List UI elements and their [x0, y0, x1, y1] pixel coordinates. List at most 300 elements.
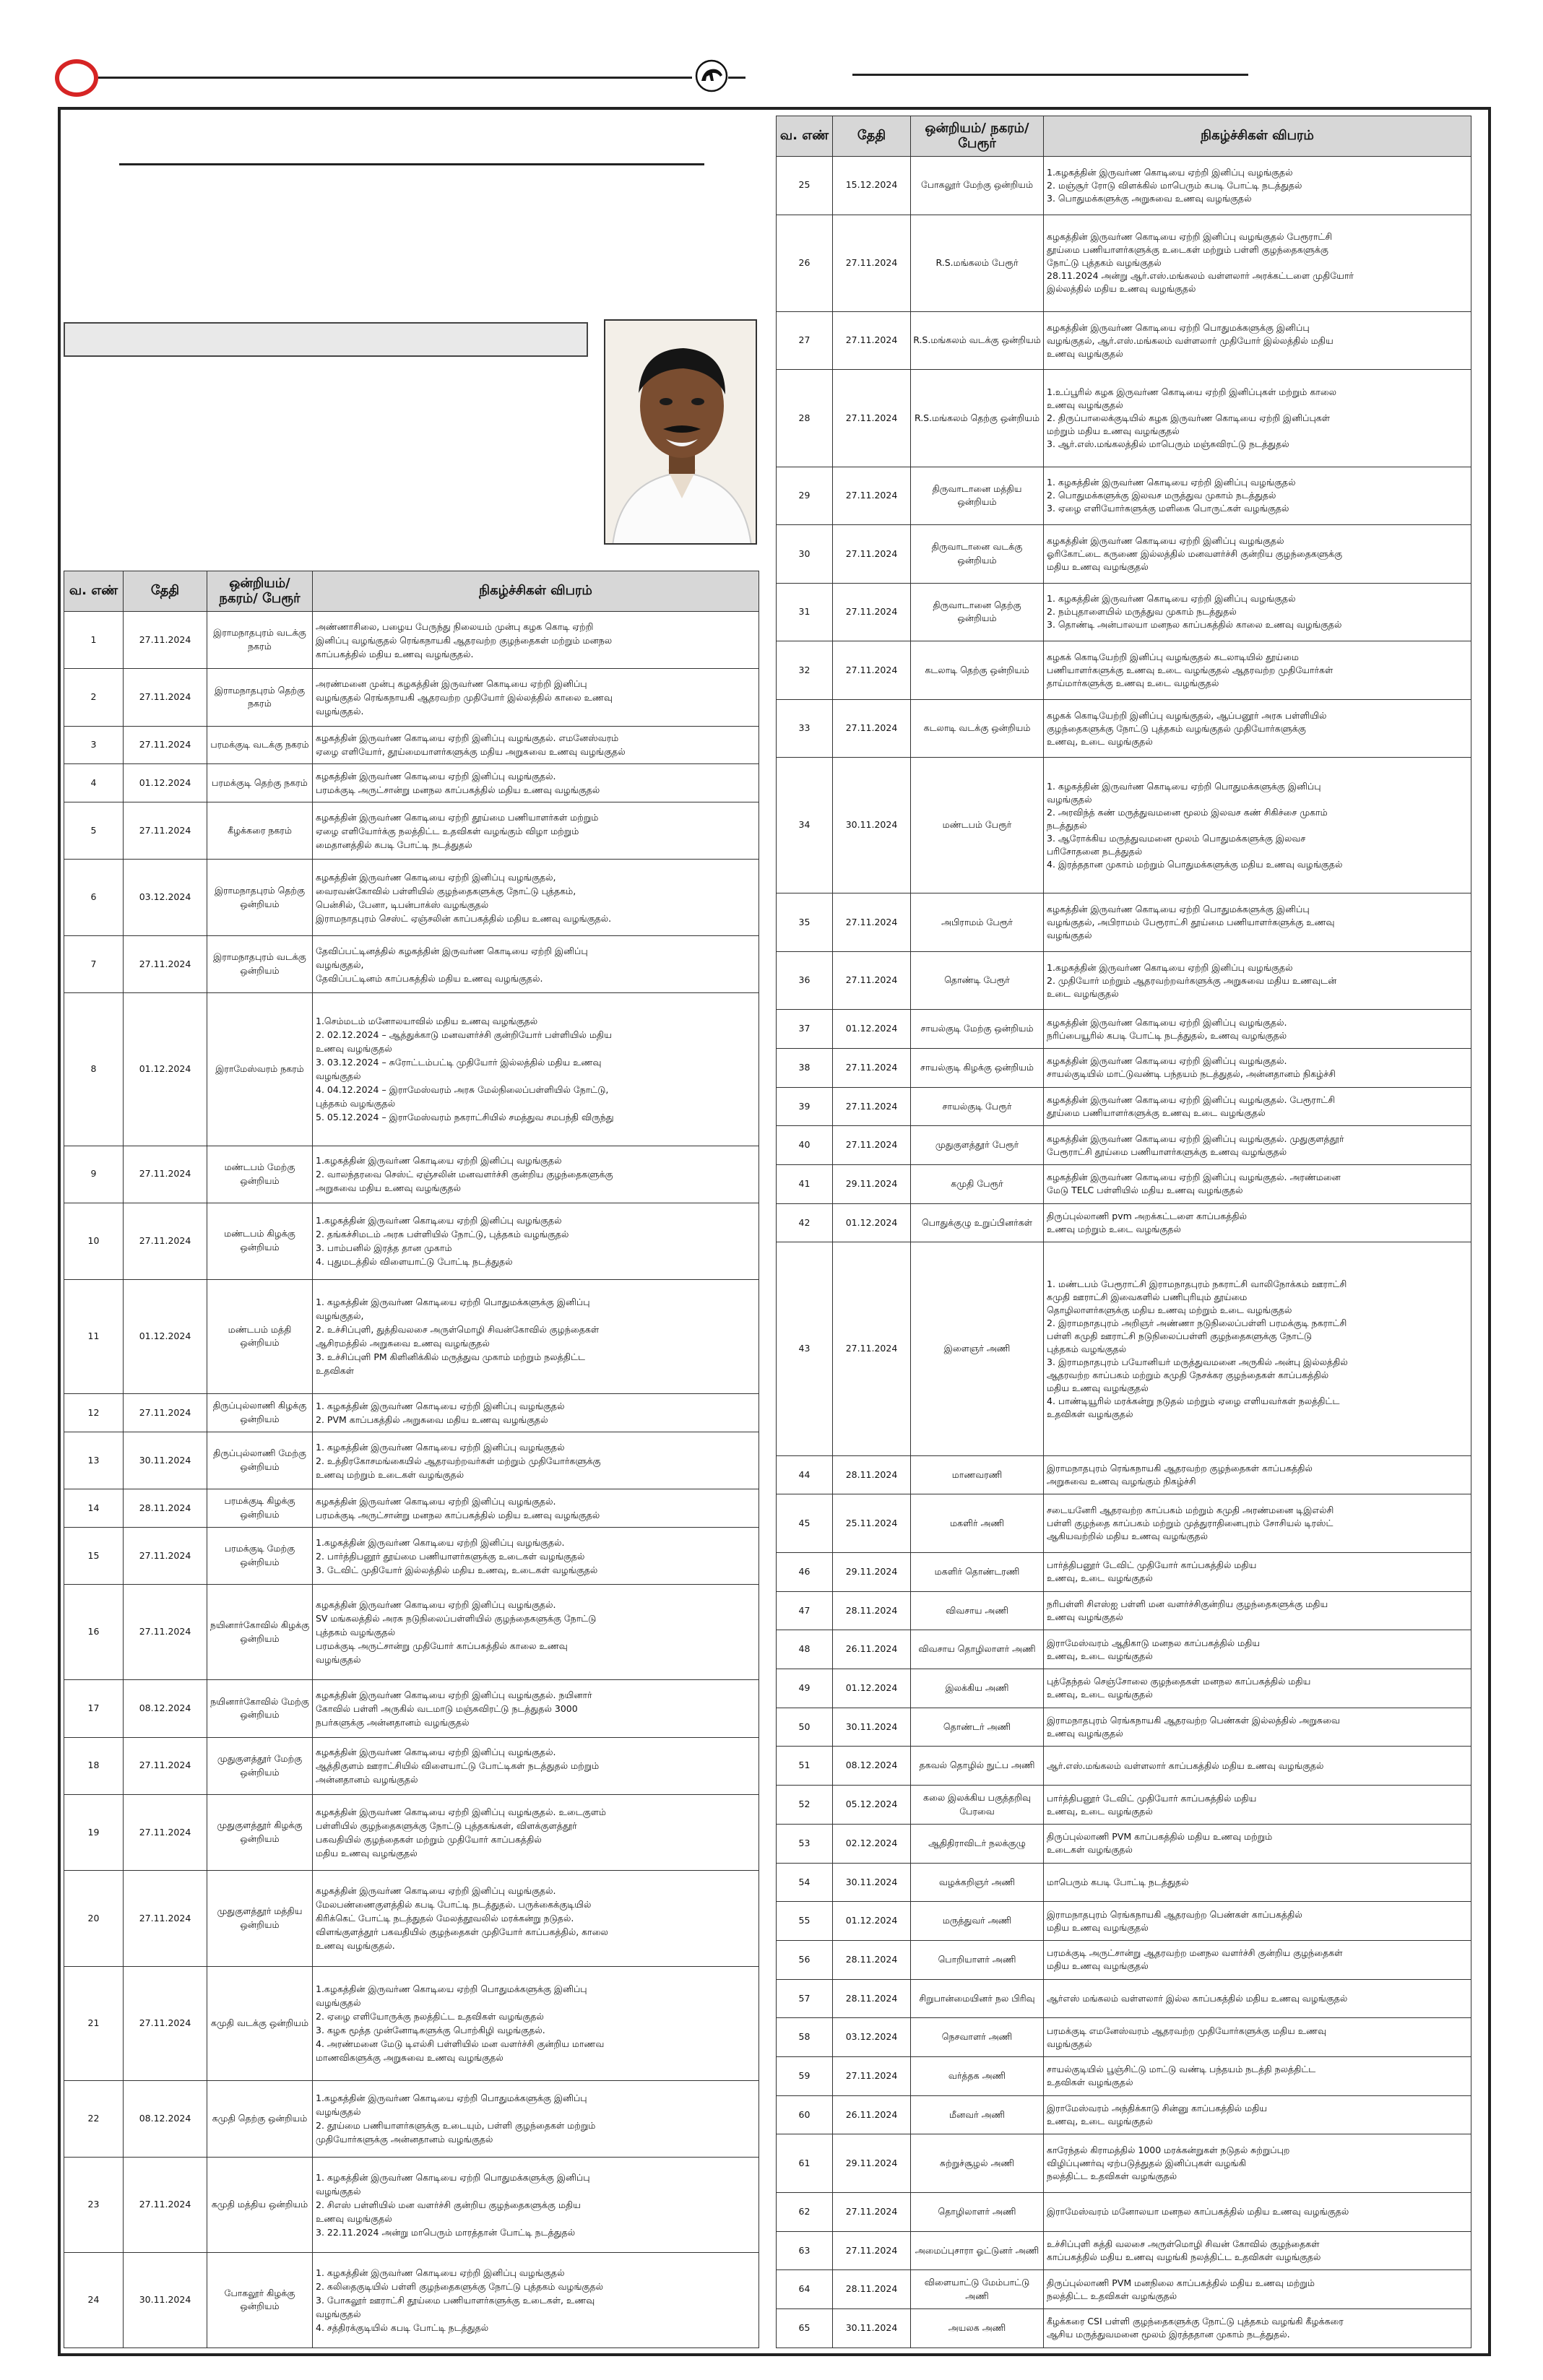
event-line: நபர்களுக்கு அன்னதானம் வழங்குதல்	[316, 1716, 470, 1728]
row-date: 27.11.2024	[833, 951, 911, 1010]
event-line: வழங்குதல்	[316, 1997, 361, 2009]
header-union: ஒன்றியம்/ நகரம்/ பேரூர்	[207, 571, 313, 612]
row-serial: 26	[777, 215, 833, 311]
row-date: 27.11.2024	[833, 699, 911, 758]
row-serial: 51	[777, 1747, 833, 1786]
row-serial: 24	[64, 2252, 124, 2347]
table-row	[64, 2081, 759, 2158]
table-row	[777, 2134, 1471, 2193]
event-line: உணவு, உடை வழங்குதல்	[1047, 2116, 1153, 2126]
event-line: 3. 03.12.2024 – சுரோட்டம்பட்டி முதியோர் இல்லத்தில் மதிய உணவு	[316, 1057, 602, 1068]
row-serial: 15	[64, 1527, 124, 1584]
event-line: 1.கழகத்தின் இருவர்ண கொடியை ஏற்றி பொதுமக்களுக்கு இனிப்பு	[316, 2093, 587, 2104]
row-date: 27.11.2024	[833, 1126, 911, 1165]
row-events	[313, 1794, 759, 1871]
table-row	[777, 1979, 1471, 2018]
event-line: 2. இராமநாதபுரம் அறிஞர் அண்ணா நடுநிலைப்பள்ளி பரமக்குடி நகராட்சி	[1047, 1317, 1347, 1328]
row-serial: 42	[777, 1203, 833, 1242]
event-line: 3. தொண்டி அன்பாலயா மனநல காப்பகத்தில் காலை உணவு வழங்குதல்	[1047, 619, 1342, 631]
event-line: மைதானத்தில் கபடி போட்டி நடத்துதல்	[316, 839, 472, 850]
table-row	[777, 2270, 1471, 2309]
event-line: கழகத்தின் இருவர்ண கொடியை ஏற்றி இனிப்பு வழங்குதல்.	[316, 771, 556, 782]
table-row	[777, 2018, 1471, 2057]
row-serial: 48	[777, 1630, 833, 1669]
table-row	[777, 2231, 1471, 2270]
event-line: 1.உப்பூரில் கழக இருவர்ண கொடியை ஏற்றி இனிப்புகள் மற்றும் காலை	[1047, 386, 1337, 397]
row-serial: 20	[64, 1871, 124, 1966]
row-date: 30.11.2024	[124, 2252, 207, 2347]
event-line: 2. அரவிந்த் கண் மருத்துவமனை மூலம் இலவச கண் சிகிச்சை முகாம்	[1047, 806, 1328, 818]
row-date: 27.11.2024	[833, 525, 911, 584]
event-line: தூய்மை பணியாளர்களுக்கு உடைகள் மற்றும் பள்ளி குழந்தைகளுக்கு	[1047, 244, 1328, 256]
row-serial: 55	[777, 1902, 833, 1941]
row-serial: 13	[64, 1432, 124, 1489]
event-line: ஆசிரமத்தில் அறுசுவை உணவு வழங்குதல்	[316, 1338, 490, 1349]
row-union: கீழக்கரை நகரம்	[207, 802, 313, 860]
row-union: மண்டபம் பேரூர்	[911, 758, 1044, 893]
row-events	[313, 860, 759, 936]
row-events	[313, 2081, 759, 2158]
row-date: 01.12.2024	[124, 993, 207, 1146]
event-line: உடை வழங்குதல்	[1047, 987, 1119, 999]
row-serial: 53	[777, 1824, 833, 1863]
event-line: 2. கலிதைகுடியில் பள்ளி குழந்தைகளுக்கு நோட்டு புத்தகம் வழங்குதல்	[316, 2280, 603, 2292]
event-line: வழங்குதல்	[1047, 2038, 1092, 2049]
table-row	[777, 2308, 1471, 2347]
event-line: 2. பொதுமக்களுக்கு இலவச மருத்துவ முகாம் நடத்துதல்	[1047, 490, 1276, 501]
row-date: 02.12.2024	[833, 1824, 911, 1863]
event-line: உச்சிப்புளி சுத்தி வலசை அருள்மொழி சிவன் கோவில் குழந்தைகள்	[1047, 2238, 1320, 2249]
table-row	[777, 215, 1471, 311]
table-row	[64, 1394, 759, 1432]
row-union: போகலூர் கிழக்கு ஒன்றியம்	[207, 2252, 313, 2347]
event-line: உணவு வழங்குதல்	[1047, 399, 1123, 410]
row-serial: 29	[777, 467, 833, 525]
row-date: 27.11.2024	[833, 311, 911, 370]
event-line: காப்பகத்தில் மதிய உணவு வழங்கி நலத்திட்ட உதவிகள் வழங்குதல்	[1047, 2251, 1321, 2262]
header-serial: வ. எண்	[777, 116, 833, 157]
row-events	[313, 1203, 759, 1279]
row-date: 27.11.2024	[124, 612, 207, 669]
row-date: 08.12.2024	[833, 1747, 911, 1786]
row-events	[1044, 467, 1471, 525]
party-emblem-icon	[695, 59, 728, 92]
row-union: அபிராமம் பேரூர்	[911, 893, 1044, 952]
event-line: வழங்குதல்	[316, 2308, 361, 2319]
row-union: இளைஞர் அணி	[911, 1242, 1044, 1455]
event-line: இராமேஸ்வரம் மனோலயா மனநல காப்பகத்தில் மதிய உணவு வழங்குதல்	[1047, 2206, 1349, 2217]
row-union: நயினார்கோவில் கிழக்கு ஒன்றியம்	[207, 1585, 313, 1680]
table-row	[777, 525, 1471, 584]
header-rule-right	[852, 74, 1248, 76]
event-line: சாயல்குடியில் பூஞ்சிட்டு மாட்டு வண்டி பந்தயம் நடத்தி நலத்திட்ட	[1047, 2064, 1316, 2075]
row-serial: 22	[64, 2081, 124, 2158]
event-line: கழகத்தின் இருவர்ண கொடியை ஏற்றி இனிப்பு வழங்குதல்	[1047, 535, 1284, 546]
row-date: 27.11.2024	[124, 1794, 207, 1871]
row-events	[313, 802, 759, 860]
event-line: மாணவிகளுக்கு அறுசுவை உணவு வழங்குதல்	[316, 2052, 503, 2064]
event-line: வழங்குதல்,	[316, 1310, 364, 1322]
event-line: 1.கழகத்தின் இருவர்ண கொடியை ஏற்றி இனிப்பு வழங்குதல்	[1047, 961, 1293, 973]
event-line: காப்பகத்தில் மதிய உணவு வழங்குதல்.	[316, 648, 474, 659]
row-date: 28.11.2024	[833, 1979, 911, 2018]
row-union: தொழிலாளர் அணி	[911, 2192, 1044, 2231]
event-line: உணவு மற்றும் உடை வழங்குதல்	[1047, 1224, 1181, 1235]
row-serial: 7	[64, 936, 124, 993]
event-line: அறுசுவை உணவு வழங்கும் நிகழ்ச்சி	[1047, 1476, 1196, 1487]
event-line: நரிபள்ளி சிஎஸ்ஐ பள்ளி மன வளர்ச்சிகுன்றிய குழந்தைகளுக்கு மதிய	[1047, 1598, 1328, 1610]
event-line: கழகத்தின் இருவர்ண கொடியை ஏற்றி இனிப்பு வழங்குதல்,	[316, 871, 556, 883]
event-line: கழகத்தின் இருவர்ண கொடியை ஏற்றி இனிப்பு வழங்குதல்.	[316, 1885, 556, 1897]
table-row	[777, 311, 1471, 370]
event-line: உணவு, உடை வழங்குதல்	[1047, 1805, 1153, 1817]
row-serial: 49	[777, 1669, 833, 1708]
table-row	[777, 1824, 1471, 1863]
event-line: 4. புதுமடத்தில் விளையாட்டு போட்டி நடத்துதல்	[316, 1256, 513, 1268]
event-line: 3. போகலூர் ஊராட்சி தூய்மை பணியாளர்களுக்கு உடைகள், உணவு	[316, 2294, 595, 2306]
row-events	[1044, 1010, 1471, 1049]
row-serial: 17	[64, 1680, 124, 1737]
row-serial: 16	[64, 1585, 124, 1680]
row-serial: 19	[64, 1794, 124, 1871]
event-line: தேவிப்பட்டினம் காப்பகத்தில் மதிய உணவு வழங்குதல்.	[316, 972, 543, 984]
row-serial: 57	[777, 1979, 833, 2018]
event-line: மதிய உணவு வழங்குதல்	[316, 1848, 418, 1859]
event-line: வழங்குதல்	[316, 2185, 361, 2197]
event-line: தொழிலாளர்களுக்கு மதிய உணவு மற்றும் உடை வழங்குதல்	[1047, 1304, 1292, 1315]
event-line: இராமநாதபுரம் ரெங்கநாயகி ஆதரவற்ற பெண்கள் இல்லத்தில் அறுசுவை	[1047, 1715, 1340, 1726]
row-date: 08.12.2024	[124, 1680, 207, 1737]
event-line: உணவு வழங்குதல்	[1047, 1728, 1123, 1739]
event-line: 3. ஆரோக்கிய மருத்துவமனை மூலம் பொதுமக்களுக்கு இலவச	[1047, 832, 1306, 844]
event-line: ஆகியவற்றில் மதிய உணவு வழங்குதல்	[1047, 1531, 1209, 1542]
event-line: 3. இராமநாதபுரம் பயோனியர் மருத்துவமனை அருகில் அன்பு இல்லத்தில்	[1047, 1356, 1348, 1367]
event-line: 4. 04.12.2024 – இராமேஸ்வரம் அரசு மேல்நிலைப்பள்ளியில் நோட்டு,	[316, 1084, 609, 1096]
event-line: 4. அரண்மனை மேடு டிஎல்சி பள்ளியில் மன வளர்ச்சி குன்றிய மாணவ	[316, 2038, 605, 2050]
event-line: 2. PVM காப்பகத்தில் அறுசுவை மதிய உணவு வழங்குதல்	[316, 1414, 548, 1425]
row-serial: 36	[777, 951, 833, 1010]
header-union: ஒன்றியம்/ நகரம்/ பேரூர்	[911, 116, 1044, 157]
table-row	[64, 669, 759, 726]
event-line: உணவு, உடை வழங்குதல்	[1047, 1689, 1153, 1700]
row-union: தொண்டர் அணி	[911, 1708, 1044, 1747]
table-row	[777, 1940, 1471, 1979]
row-date: 28.11.2024	[124, 1489, 207, 1528]
row-union: இராமநாதபுரம் வடக்கு ஒன்றியம்	[207, 936, 313, 993]
event-line: 2. உச்சிப்புளி, துத்திவலசை அருள்மொழி சிவன்கோவில் குழந்தைகள்	[316, 1324, 600, 1336]
row-events	[313, 993, 759, 1146]
row-events	[1044, 1049, 1471, 1088]
table-row	[64, 1489, 759, 1528]
header-date: தேதி	[124, 571, 207, 612]
row-union: கமுதி வடக்கு ஒன்றியம்	[207, 1966, 313, 2081]
table-header-row	[777, 116, 1471, 157]
portrait-photo	[604, 319, 757, 545]
row-union: மகளிர் அணி	[911, 1494, 1044, 1553]
row-union: இராமநாதபுரம் தெற்கு ஒன்றியம்	[207, 860, 313, 936]
row-date: 27.11.2024	[124, 1203, 207, 1279]
row-union: முதுகுளத்தூர் பேரூர்	[911, 1126, 1044, 1165]
table-row	[777, 758, 1471, 893]
event-line: 2. பார்த்திபனூர் தூய்மை பணியாளர்களுக்கு உடைகள் வழங்குதல்	[316, 1550, 585, 1562]
row-serial: 4	[64, 764, 124, 802]
event-line: 2. தூய்மை பணியாளர்களுக்கு உடையும், பள்ளி குழந்தைகள் மற்றும்	[316, 2120, 596, 2132]
row-date: 03.12.2024	[833, 2018, 911, 2057]
row-union: மண்டபம் மத்தி ஒன்றியம்	[207, 1279, 313, 1394]
row-serial: 34	[777, 758, 833, 893]
row-events	[1044, 1630, 1471, 1669]
table-row	[64, 764, 759, 802]
row-serial: 62	[777, 2192, 833, 2231]
row-serial: 41	[777, 1165, 833, 1204]
events-table-left-body	[64, 612, 759, 2348]
row-serial: 52	[777, 1786, 833, 1825]
event-line: நடத்துதல்	[1047, 819, 1087, 831]
table-row	[777, 1049, 1471, 1088]
row-date: 27.11.2024	[124, 802, 207, 860]
row-union: முதுகுளத்தூர் மத்திய ஒன்றியம்	[207, 1871, 313, 1966]
event-line: 2. முதியோர் மற்றும் ஆதரவற்றவர்களுக்கு அறுசுவை மதிய உணவுடன்	[1047, 974, 1337, 986]
row-union: திருப்புல்லாணி கிழக்கு ஒன்றியம்	[207, 1394, 313, 1432]
table-row	[64, 1794, 759, 1871]
event-line: வழங்குதல்	[1047, 793, 1092, 805]
row-events	[1044, 1902, 1471, 1941]
row-events	[1044, 2231, 1471, 2270]
row-serial: 8	[64, 993, 124, 1146]
row-events	[1044, 2270, 1471, 2309]
event-line: 3. பாம்பனில் இரத்த தான முகாம்	[316, 1242, 452, 1254]
row-union: தகவல் தொழில் நுட்ப அணி	[911, 1747, 1044, 1786]
row-date: 30.11.2024	[833, 758, 911, 893]
event-line: மேலபண்ணைகுளத்தில் கபடி போட்டி நடத்துதல். பருக்கைக்குடியில்	[316, 1899, 592, 1911]
event-line: கழகத்தின் இருவர்ண கொடியை ஏற்றி இனிப்பு வழங்குதல். அரண்மனை	[1047, 1172, 1341, 1183]
table-row	[777, 370, 1471, 467]
table-row	[777, 1902, 1471, 1941]
table-row	[64, 1680, 759, 1737]
event-line: ஆர்.எஸ்.மங்கலம் வள்ளலார் காப்பகத்தில் மதிய உணவு வழங்குதல்	[1047, 1760, 1324, 1771]
portrait-illustration	[605, 321, 757, 545]
event-line: 1. கழகத்தின் இருவர்ண கொடியை ஏற்றி இனிப்பு வழங்குதல்	[316, 2267, 565, 2278]
event-line: உதவிகள் வழங்குதல்	[1047, 2077, 1133, 2088]
event-line: கழகத்தின் இருவர்ண கொடியை ஏற்றி இனிப்பு வழங்குதல். முதுகுளத்தூர்	[1047, 1133, 1344, 1144]
row-date: 01.12.2024	[833, 1669, 911, 1708]
row-events	[1044, 1494, 1471, 1553]
event-line: கழகத்தின் இருவர்ண கொடியை ஏற்றி இனிப்பு வழங்குதல்.	[316, 1599, 556, 1611]
event-line: 2. வாலந்தரவை செஸ்ட் ஏஞ்சலின் மனவளர்ச்சி குன்றிய குழந்தைகளுக்கு	[316, 1169, 613, 1180]
row-serial: 2	[64, 669, 124, 726]
table-row	[64, 1146, 759, 1203]
header-circle-ornament	[55, 59, 98, 97]
event-line: இல்லத்தில் மதிய உணவு வழங்குதல்	[1047, 283, 1196, 295]
row-date: 30.11.2024	[124, 1432, 207, 1489]
header-events: நிகழ்ச்சிகள் விபரம்	[1044, 116, 1471, 157]
row-date: 27.11.2024	[124, 1394, 207, 1432]
row-union: விளையாட்டு மேம்பாட்டு அணி	[911, 2270, 1044, 2309]
event-line: 3. 22.11.2024 அன்று மாபெரும் மாரத்தான் போட்டி நடத்துதல்	[316, 2226, 576, 2238]
event-line: 3. உச்சிப்புளி PM கிளினிக்கில் மருத்துவ முகாம் மற்றும் நலத்திட்ட	[316, 1351, 585, 1363]
table-row	[64, 1737, 759, 1794]
event-line: இராமேஸ்வரம் ஆதிகாடு மனநல காப்பகத்தில் மதிய	[1047, 1637, 1261, 1648]
table-row	[777, 583, 1471, 641]
event-line: பரமக்குடி அருட்சான்று மனநல காப்பகத்தில் மதிய உணவு வழங்குதல்	[316, 784, 600, 796]
row-date: 30.11.2024	[833, 1863, 911, 1902]
event-line: 1. மண்டபம் பேரூராட்சி இராமநாதபுரம் நகராட்சி வாலிநோக்கம் ஊராட்சி	[1047, 1278, 1347, 1289]
event-line: புத்தகம் வழங்குதல்	[1047, 1343, 1127, 1354]
event-line: 4. பாண்டியூரில் மரக்கன்று நடுதல் மற்றும் ஏழை எளியவர்கள் நலத்திட்ட	[1047, 1395, 1340, 1406]
row-date: 27.11.2024	[124, 1966, 207, 2081]
row-serial: 54	[777, 1863, 833, 1902]
event-line: கிரிக்கெட் போட்டி நடத்துதல் மேலத்தூவலில் மரக்கன்று நடுதல்.	[316, 1913, 574, 1924]
row-union: கடலாடி வடக்கு ஒன்றியம்	[911, 699, 1044, 758]
row-events	[1044, 2018, 1471, 2057]
event-line: விளங்குளத்தூர் பகவதியில் குழந்தைகள் முதியோர் காப்பகத்தில், காலை	[316, 1926, 608, 1938]
events-table-right-body	[777, 157, 1471, 2348]
table-row	[777, 1010, 1471, 1049]
event-line: பரமக்குடி எமனேஸ்வரம் ஆதரவற்ற முதியோர்களுக்கு மதிய உணவு	[1047, 2025, 1326, 2036]
table-row	[777, 1708, 1471, 1747]
event-line: 4. சத்திரக்குடியில் கபடி போட்டி நடத்துதல்	[316, 2321, 489, 2333]
row-union: ஆதிதிராவிடர் நலக்குழு	[911, 1824, 1044, 1863]
row-union: நயினார்கோவில் மேற்கு ஒன்றியம்	[207, 1680, 313, 1737]
event-line: நரிப்பையூரில் கபடி போட்டி நடத்துதல், உணவு வழங்குதல்	[1047, 1029, 1287, 1041]
events-table-left	[64, 571, 759, 2348]
row-serial: 23	[64, 2157, 124, 2252]
event-line: வழங்குதல் ரெங்கநாயகி ஆதரவற்ற முதியோர் இல்லத்தில் காலை உணவு	[316, 691, 613, 703]
event-line: 1.கழகத்தின் இருவர்ண கொடியை ஏற்றி பொதுமக்களுக்கு இனிப்பு	[316, 1983, 587, 1995]
row-date: 27.11.2024	[124, 1527, 207, 1584]
row-events	[1044, 1669, 1471, 1708]
row-events	[1044, 1708, 1471, 1747]
caption-box	[64, 322, 588, 357]
row-date: 27.11.2024	[833, 370, 911, 467]
row-date: 01.12.2024	[124, 764, 207, 802]
event-line: கழகத்தின் இருவர்ண கொடியை ஏற்றி இனிப்பு வழங்குதல்.	[1047, 1016, 1287, 1028]
row-events	[313, 669, 759, 726]
row-events	[1044, 583, 1471, 641]
row-serial: 63	[777, 2231, 833, 2270]
row-date: 01.12.2024	[833, 1902, 911, 1941]
table-row	[777, 1630, 1471, 1669]
event-line: வழங்குதல், ஆர்.எஸ்.மங்கலம் வள்ளலார் முதியோர் இல்லத்தில் மதிய	[1047, 334, 1334, 346]
row-date: 27.11.2024	[833, 1049, 911, 1088]
table-row	[777, 1591, 1471, 1630]
row-date: 29.11.2024	[833, 1553, 911, 1592]
row-events	[313, 1680, 759, 1737]
row-union: மாணவரணி	[911, 1455, 1044, 1494]
event-line: உணவு வழங்குதல்	[1047, 347, 1123, 359]
row-serial: 30	[777, 525, 833, 584]
event-line: இராமேஸ்வரம் அந்திக்காடு சின்னு காப்பகத்தில் மதிய	[1047, 2103, 1268, 2113]
event-line: கமுதி ஊராட்சி இவைகளில் பணிபுரியும் தூய்மை	[1047, 1291, 1248, 1302]
row-date: 25.11.2024	[833, 1494, 911, 1553]
event-line: கழகத்தின் இருவர்ண கொடியை ஏற்றி இனிப்பு வழங்குதல். நயினார்	[316, 1689, 592, 1700]
row-date: 15.12.2024	[833, 157, 911, 215]
row-events	[1044, 1979, 1471, 2018]
event-line: கழகத்தின் இருவர்ண கொடியை ஏற்றி இனிப்பு வழங்குதல்.	[1047, 1055, 1287, 1067]
event-line: பகவதியில் குழந்தைகள் மற்றும் முதியோர் காப்பகத்தில்	[316, 1834, 542, 1845]
row-date: 28.11.2024	[833, 1940, 911, 1979]
event-line: பென்சில், பேனா, டிபன்பாக்ஸ் வழங்குதல்	[316, 899, 489, 910]
row-union: R.S.மங்கலம் பேரூர்	[911, 215, 1044, 311]
header-date: தேதி	[833, 116, 911, 157]
row-events	[313, 936, 759, 993]
event-line: பேரூராட்சி தூய்மை பணியாளர்களுக்கு உணவு வழங்குதல்	[1047, 1146, 1287, 1157]
table-row	[64, 993, 759, 1146]
row-date: 05.12.2024	[833, 1786, 911, 1825]
row-serial: 11	[64, 1279, 124, 1394]
event-line: 1.கழகத்தின் இருவர்ண கொடியை ஏற்றி இனிப்பு வழங்குதல்.	[316, 1536, 565, 1548]
row-serial: 33	[777, 699, 833, 758]
row-events	[1044, 951, 1471, 1010]
row-union: மருத்துவர் அணி	[911, 1902, 1044, 1941]
row-date: 08.12.2024	[124, 2081, 207, 2158]
row-events	[1044, 758, 1471, 893]
row-date: 27.11.2024	[124, 2157, 207, 2252]
row-events	[1044, 2192, 1471, 2231]
row-events	[1044, 1940, 1471, 1979]
event-line: கழகத்தின் இருவர்ண கொடியை ஏற்றி பொதுமக்களுக்கு இனிப்பு	[1047, 321, 1310, 333]
row-events	[313, 1871, 759, 1966]
row-events	[313, 1527, 759, 1584]
event-line: நலத்திட்ட உதவிகள் வழங்குதல்	[1047, 2290, 1177, 2301]
row-date: 27.11.2024	[833, 467, 911, 525]
row-union: மண்டபம் கிழக்கு ஒன்றியம்	[207, 1203, 313, 1279]
event-line: 1. கழகத்தின் இருவர்ண கொடியை ஏற்றி இனிப்பு வழங்குதல்	[1047, 477, 1296, 488]
event-line: கழகத்தின் இருவர்ண கொடியை ஏற்றி இனிப்பு வழங்குதல். உடைகுளம்	[316, 1806, 606, 1818]
event-line: 28.11.2024 அன்று ஆர்.எஸ்.மங்கலம் வள்ளலார் அரக்கட்டளை முதியோர்	[1047, 270, 1354, 282]
row-date: 27.11.2024	[833, 2056, 911, 2095]
row-serial: 35	[777, 893, 833, 952]
table-row	[64, 726, 759, 764]
event-line: மதிய உணவு வழங்குதல்	[1047, 561, 1149, 572]
event-line: மற்றும் மதிய உணவு வழங்குதல்	[1047, 425, 1180, 436]
event-line: 3. பொதுமக்களுக்கு அறுசுவை உணவு வழங்குதல்	[1047, 192, 1252, 204]
row-union: பொதுக்குழு உறுப்பினர்கள்	[911, 1203, 1044, 1242]
event-line: 1. கழகத்தின் இருவர்ண கொடியை ஏற்றி இனிப்பு வழங்குதல்	[1047, 593, 1296, 605]
row-union: திருவாடானை தெற்கு ஒன்றியம்	[911, 583, 1044, 641]
row-union: வர்த்தக அணி	[911, 2056, 1044, 2095]
event-line: கோவில் பள்ளி அருகில் வடமாடு மஞ்சுவிரட்டு நடத்துதல் 3000	[316, 1702, 578, 1714]
event-line: தாய்மார்களுக்கு உணவு உடை வழங்குதல்	[1047, 677, 1219, 688]
row-events	[313, 1279, 759, 1394]
row-events	[1044, 370, 1471, 467]
event-line: 2. ஏழை எளியோருக்கு நலத்திட்ட உதவிகள் வழங்குதல்	[316, 2011, 544, 2022]
row-union: இலக்கிய அணி	[911, 1669, 1044, 1708]
row-union: கலை இலக்கிய பகுத்தறிவு பேரவை	[911, 1786, 1044, 1825]
table-row	[777, 2095, 1471, 2134]
table-row	[777, 1669, 1471, 1708]
event-line: 2. உத்திரகோசமங்கையில் ஆதரவற்றவர்கள் மற்றும் முதியோர்களுக்கு	[316, 1455, 601, 1466]
event-line: 1. கழகத்தின் இருவர்ண கொடியை ஏற்றி இனிப்பு வழங்குதல்	[316, 1441, 565, 1453]
row-union: நெசவாளர் அணி	[911, 2018, 1044, 2057]
row-serial: 44	[777, 1455, 833, 1494]
event-line: பரமக்குடி அருட்சான்று முதியோர் காப்பகத்தில் காலை உணவு	[316, 1640, 568, 1652]
row-serial: 31	[777, 583, 833, 641]
header-serial: வ. எண்	[64, 571, 124, 612]
event-line: உணவு வழங்குதல்	[1047, 1611, 1123, 1623]
row-serial: 25	[777, 157, 833, 215]
event-line: வழங்குதல், அபிராமம் பேரூராட்சி தூய்மை பணியாளர்களுக்கு உணவு	[1047, 917, 1335, 927]
row-union: பரமக்குடி மேற்கு ஒன்றியம்	[207, 1527, 313, 1584]
event-line: அரண்மனை முன்பு கழகத்தின் இருவர்ண கொடியை ஏற்றி இனிப்பு	[316, 678, 587, 689]
event-line: கழகக் கொடியேற்றி இனிப்பு வழங்குதல் கடலாடியில் தூய்மை	[1047, 651, 1299, 662]
event-line: குழந்தைகளுக்கு நோட்டு புத்தகம் வழங்குதல் முதியோர்களுக்கு	[1047, 722, 1306, 734]
event-line: 2. நம்புதாளையில் மருத்துவ முகாம் நடத்துதல்	[1047, 606, 1237, 618]
header-rule-left	[98, 77, 692, 79]
row-union: தொண்டி பேரூர்	[911, 951, 1044, 1010]
row-union: R.S.மங்கலம் வடக்கு ஒன்றியம்	[911, 311, 1044, 370]
row-union: கடலாடி தெற்கு ஒன்றியம்	[911, 641, 1044, 700]
